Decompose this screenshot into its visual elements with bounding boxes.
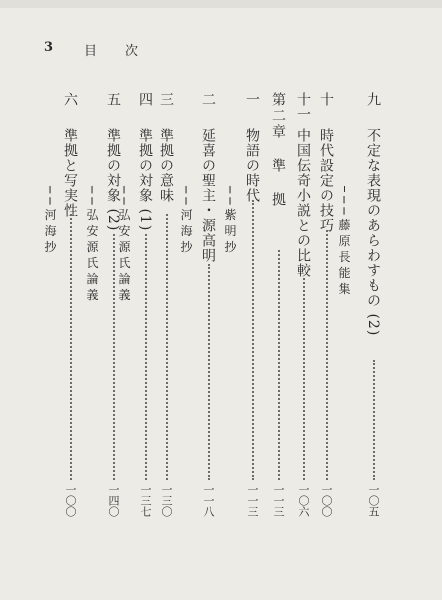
- toc-entry-2-label: 二: [200, 92, 216, 107]
- toc-entry-5-title: 準拠の対象 (2): [105, 128, 121, 232]
- toc-entry-3-leader: [166, 214, 168, 480]
- toc-entry-11-leader: [303, 278, 305, 480]
- toc-entry-3-title: 準拠の意味: [158, 128, 174, 203]
- toc-entry-3-page: 一三〇: [160, 484, 173, 517]
- toc-entry-6-source: ──河海抄: [43, 186, 57, 257]
- chapter-2-title: 準拠: [270, 158, 286, 226]
- toc-entry-6-page: 一〇〇: [64, 484, 77, 517]
- toc-entry-1-leader: [252, 200, 254, 480]
- toc-entry-2-leader: [208, 264, 210, 480]
- running-header: [0, 40, 442, 60]
- toc-entry-1-title: 物語の時代: [244, 128, 260, 203]
- toc-entry-10-label: 十: [318, 92, 334, 107]
- page-edge-shadow: [0, 0, 442, 8]
- toc-entry-1-author: ──紫明抄: [223, 186, 237, 257]
- toc-entry-4-label: 四: [137, 92, 153, 107]
- toc-entry-5-source: ──弘安源氏論義: [85, 186, 99, 305]
- toc-entry-9-author: ──藤原長能集: [337, 196, 351, 299]
- page-number: 3: [44, 40, 54, 55]
- toc-entry-3-label: 三: [158, 92, 174, 107]
- toc-entry-1-page: 一一三: [246, 484, 259, 517]
- toc-entry-2-author: ──河海抄: [179, 186, 193, 257]
- toc-entry-5-page: 一四〇: [107, 484, 120, 517]
- toc-entry-11-title: 中国伝奇小説との比較: [295, 128, 311, 278]
- toc-entry-10-title: 時代設定の技巧: [318, 128, 334, 233]
- toc-entry-10-leader: [326, 230, 328, 480]
- toc-entry-9-leader: [373, 360, 375, 480]
- toc-entry-11-page: 一〇六: [297, 484, 310, 517]
- toc-entry-2-page: 一一八: [202, 484, 215, 517]
- chapter-2-page: 一一三: [272, 484, 285, 517]
- toc-entry-4-leader: [145, 234, 147, 480]
- toc-entry-6-leader: [70, 214, 72, 480]
- toc-entry-5-leader: [113, 234, 115, 480]
- toc-entry-5-label: 五: [105, 92, 121, 107]
- toc-entry-9-page: 一〇五: [367, 484, 380, 517]
- toc-entry-9-title: 不定な表現のあらわすもの (2): [365, 128, 381, 337]
- toc-entry-4-source: ──弘安源氏論義: [117, 186, 131, 305]
- toc-entry-2-title: 延喜の聖主・源高明: [200, 128, 216, 263]
- toc-entry-4-page: 一三七: [139, 484, 152, 517]
- chapter-2-leader: [278, 250, 280, 480]
- header-title-char-2: 次: [125, 44, 139, 59]
- toc-entry-9-author-dash: [344, 186, 345, 192]
- chapter-2-label: 第二章: [270, 92, 286, 140]
- toc-entry-10-page: 一〇〇: [320, 484, 333, 517]
- toc-entry-6-title: 準拠と写実性: [62, 128, 78, 218]
- toc-entry-1-label: 一: [244, 92, 260, 107]
- toc-entry-9-label: 九: [365, 92, 381, 107]
- header-title-char-1: 目: [84, 44, 98, 59]
- toc-entry-11-label: 十一: [295, 92, 311, 122]
- toc-entry-6-label: 六: [62, 92, 78, 107]
- toc-entry-4-title: 準拠の対象 (1): [137, 128, 153, 232]
